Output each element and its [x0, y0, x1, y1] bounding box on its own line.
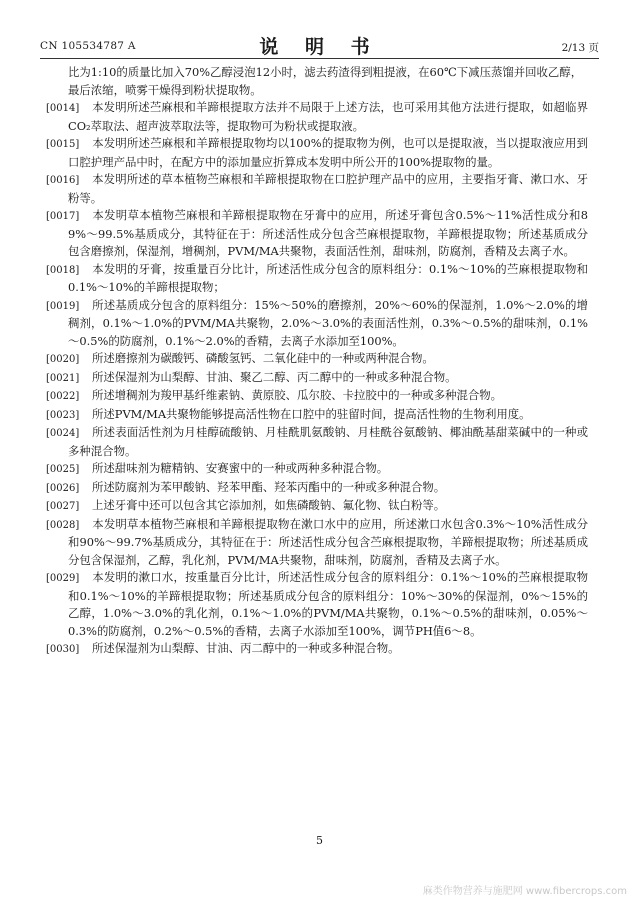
page-number: 5 — [316, 834, 323, 847]
paragraph — [46, 406, 588, 425]
paragraph-number: [0017] — [46, 211, 80, 222]
page-header — [40, 30, 599, 58]
paragraph-number: [0027] — [46, 501, 80, 512]
paragraph — [46, 479, 588, 498]
paragraph-number: [0014] — [46, 103, 80, 114]
paragraph-text: 所述防腐剂为苯甲酸钠、羟苯甲酯、羟苯丙酯中的一种或多种混合物。 — [92, 479, 446, 494]
paragraph-text: 本发明所述的草本植物苎麻根和羊蹄根提取物在口腔护理产品中的应用，主要指牙膏、漱口水、牙粉等。 — [68, 172, 588, 205]
paragraph-text: 所述表面活性剂为月桂醇硫酸钠、月桂酰肌氨酸钠、月桂酰谷氨酸钠、椰油酰基甜菜碱中的一种或多种混合物。 — [68, 425, 588, 458]
publication-number: CN 105534787 A — [40, 40, 136, 52]
paragraph-text: 所述PVM/MA共聚物能够提高活性物在口腔中的驻留时间，提高活性物的生物利用度。 — [92, 406, 531, 421]
document-body — [46, 64, 588, 659]
paragraph — [46, 350, 588, 369]
paragraph-text: 所述保湿剂为山梨醇、甘油、聚乙二醇、丙二醇中的一种或多种混合物。 — [92, 369, 457, 384]
paragraph-number: [0020] — [46, 354, 80, 365]
paragraph-list — [46, 99, 588, 659]
paragraph — [46, 135, 588, 171]
paragraph-number: [0019] — [46, 300, 80, 312]
paragraph-text: 所述保湿剂为山梨醇、甘油、丙二醇中的一种或多种混合物。 — [92, 641, 400, 655]
paragraph — [46, 424, 588, 460]
paragraph-number: [0030] — [46, 644, 80, 655]
paragraph — [46, 207, 588, 261]
paragraph-number: [0021] — [46, 372, 80, 384]
paragraph — [46, 516, 588, 570]
page-indicator: 2/13 页 — [561, 42, 599, 54]
paragraph-text: 所述磨擦剂为碳酸钙、磷酸氢钙、二氧化硅中的一种或两种混合物。 — [92, 351, 434, 365]
paragraph-text: 本发明草本植物苎麻根和羊蹄根提取物在牙膏中的应用，所述牙膏包含0.5%～11%活性成分和89%～99.5%基质成分，其特征在于：所述活性成分包含苎麻根提取物，羊蹄根提取物；所述基质成分包含磨擦剂，保湿剂，增稠剂，PVM/MA共聚物，表面活性剂，甜味剂，防腐剂，香精及去离子水。 — [68, 208, 588, 258]
watermark: 麻类作物营养与施肥网 www.fibercrops.com — [422, 886, 627, 897]
document-title: 说 明 书 — [259, 36, 380, 58]
paragraph — [46, 569, 588, 640]
paragraph-number: [0015] — [46, 139, 80, 150]
paragraph-text: 上述牙膏中还可以包含其它添加剂，如焦磷酸钠、氟化物、钛白粉等。 — [92, 498, 446, 512]
paragraph-text: 本发明草本植物苎麻根和羊蹄根提取物在漱口水中的应用，所述漱口水包含0.3%～10%活性成分和90%～99.7%基质成分，其特征在于：所述活性成分包含苎麻根提取物，羊蹄根提取物；所述基质成分包含保湿剂，乙醇，乳化剂，PVM/MA共聚物，甜味剂，防腐剂，香精及去离子水。 — [68, 516, 588, 567]
paragraph — [46, 99, 588, 135]
paragraph — [46, 497, 588, 516]
paragraph-number: [0024] — [46, 428, 80, 439]
paragraph-text: 所述甜味剂为糖精钠、安赛蜜中的一种或两种多种混合物。 — [92, 461, 389, 475]
paragraph-text: 本发明所述苎麻根和羊蹄根提取方法并不局限于上述方法，也可采用其他方法进行提取，如超临界CO₂萃取法、超声波萃取法等，提取物可为粉状或提取液。 — [68, 100, 588, 133]
paragraph-text: 本发明的漱口水，按重量百分比计，所述活性成分包含的原料组分：0.1%～10%的苎麻根提取物和0.1%～10%的羊蹄根提取物；所述基质成分包含的原料组分：10%～30%的保湿剂，0%～15%的乙醇，1.0%～3.0%的乳化剂，0.1%～1.0%的PVM/MA共聚物，0.1%～0.5%的甜味剂，0.05%～0.3%的防腐剂，0.2%～0.5%的香精，去离子水添加至100%，调节PH值6～8。 — [68, 570, 588, 638]
paragraph — [46, 460, 588, 479]
paragraph-text: 所述基质成分包含的原料组分：15%～50%的磨擦剂，20%～60%的保湿剂，1.0%～2.0%的增稠剂，0.1%～1.0%的PVM/MA共聚物，2.0%～3.0%的表面活性剂，0.3%～0.5%的甜味剂，0.1%～0.5%的防腐剂，0.1%～2.0%的香精，去离子水添加至100%。 — [68, 297, 588, 348]
paragraph — [46, 261, 588, 297]
paragraph-number: [0022] — [46, 391, 80, 402]
paragraph — [46, 387, 588, 406]
paragraph-number: [0023] — [46, 409, 80, 421]
paragraph-text: 本发明所述苎麻根和羊蹄根提取物均以100%的提取物为例，也可以是提取液，当以提取液应用到口腔护理产品中时，在配方中的添加量应折算成本发明中所公开的100%提取物的量。 — [68, 136, 588, 169]
paragraph-number: [0018] — [46, 264, 80, 276]
carryover-text: 比为1:10的质量比加入70%乙醇浸泡12小时，滤去药渣得到粗提液，在60℃下减压蒸馏并回收乙醇，最后浓缩，喷雾干燥得到粉状提取物。 — [68, 65, 583, 97]
header-rule — [40, 58, 599, 59]
paragraph-number: [0029] — [46, 573, 80, 584]
paragraph — [46, 297, 588, 351]
paragraph-number: [0026] — [46, 482, 80, 494]
paragraph — [46, 369, 588, 388]
paragraph-text: 本发明的牙膏，按重量百分比计，所述活性成分包含的原料组分：0.1%～10%的苎麻根提取物和0.1%～10%的羊蹄根提取物； — [68, 261, 588, 294]
paragraph-text: 所述增稠剂为羧甲基纤维素钠、黄原胶、瓜尔胶、卡拉胶中的一种或多种混合物。 — [92, 388, 503, 402]
paragraph — [46, 640, 588, 659]
paragraph-number: [0028] — [46, 519, 80, 531]
paragraph — [46, 171, 588, 207]
paragraph-number: [0025] — [46, 464, 80, 475]
paragraph-number: [0016] — [46, 175, 80, 186]
